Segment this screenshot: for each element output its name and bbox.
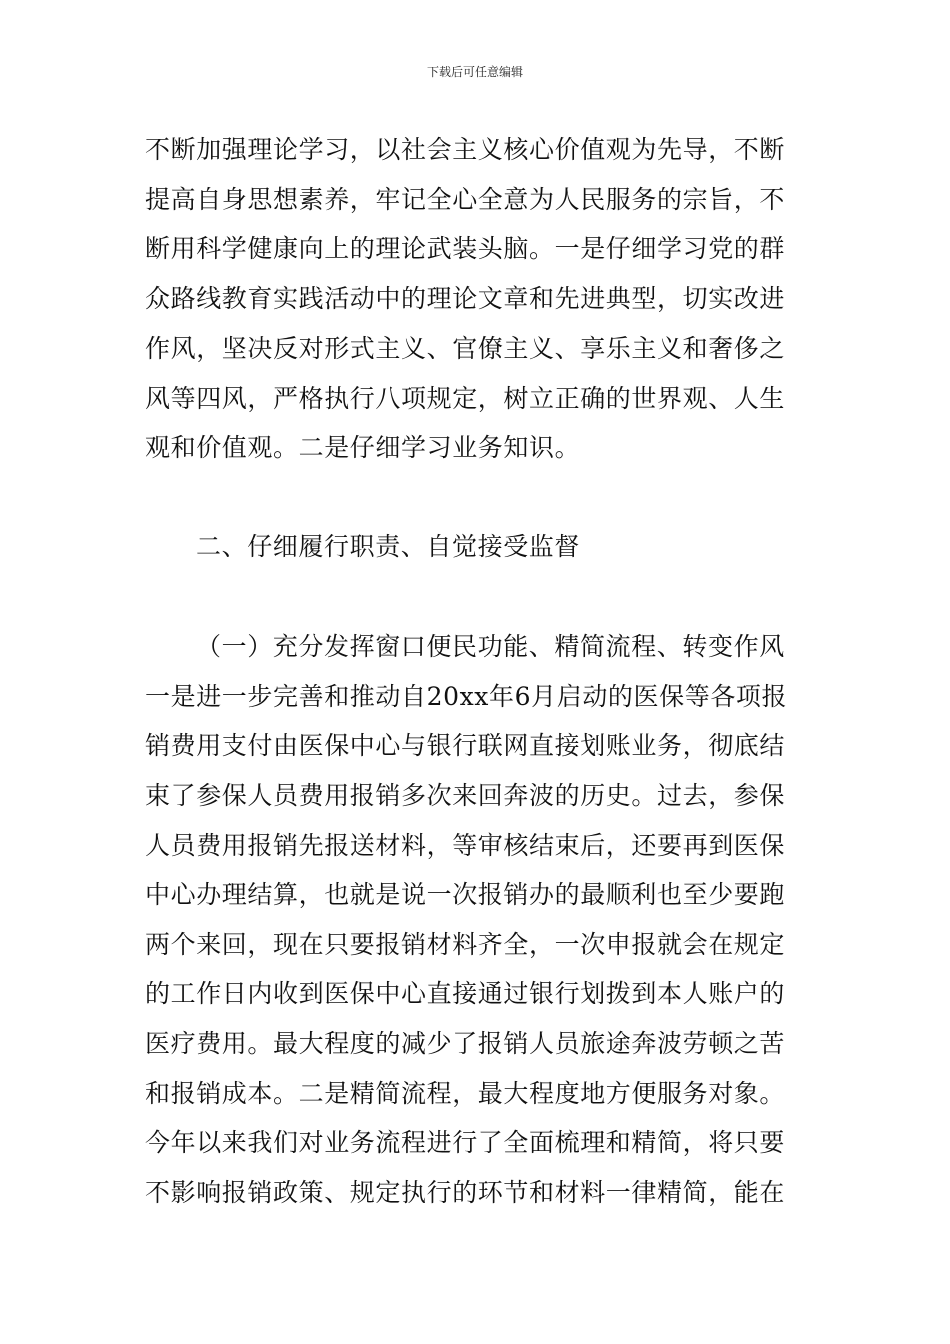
paragraph-2-line-12: 不影响报销政策、规定执行的环节和材料一律精简，能在 — [145, 1178, 786, 1207]
paragraph-2-line-5: 人员费用报销先报送材料，等审核结束后，还要再到医保 — [145, 831, 786, 860]
paragraph-1-line-1: 不断加强理论学习，以社会主义核心价值观为先导，不断 — [145, 135, 786, 164]
paragraph-1-line-4: 众路线教育实践活动中的理论文章和先进典型，切实改进 — [145, 284, 786, 313]
paragraph-2-line-8: 的工作日内收到医保中心直接通过银行划拨到本人账户的 — [145, 979, 786, 1008]
paragraph-2-line-3: 销费用支付由医保中心与银行联网直接划账业务，彻底结 — [145, 731, 786, 760]
paragraph-1-line-5: 作风，坚决反对形式主义、官僚主义、享乐主义和奢侈之 — [145, 334, 786, 363]
page-header: 下载后可任意编辑 — [426, 65, 523, 79]
paragraph-1-line-7: 观和价值观。二是仔细学习业务知识。 — [145, 433, 581, 462]
section-heading: 二、仔细履行职责、自觉接受监督 — [196, 532, 581, 561]
paragraph-2-line-11: 今年以来我们对业务流程进行了全面梳理和精简，将只要 — [145, 1128, 786, 1157]
paragraph-1-line-6: 风等四风，严格执行八项规定，树立正确的世界观、人生 — [145, 384, 786, 413]
paragraph-2-line-6: 中心办理结算，也就是说一次报销办的最顺利也至少要跑 — [145, 880, 786, 909]
paragraph-2-line-9: 医疗费用。最大程度的减少了报销人员旅途奔波劳顿之苦 — [145, 1029, 786, 1058]
paragraph-2-line-10: 和报销成本。二是精简流程，最大程度地方便服务对象。 — [145, 1079, 786, 1108]
paragraph-1-line-3: 断用科学健康向上的理论武装头脑。一是仔细学习党的群 — [145, 234, 786, 263]
paragraph-2-line-4: 束了参保人员费用报销多次来回奔波的历史。过去，参保 — [145, 781, 786, 810]
paragraph-1-line-2: 提高自身思想素养，牢记全心全意为人民服务的宗旨，不 — [145, 185, 786, 214]
paragraph-2-line-1: （一）充分发挥窗口便民功能、精简流程、转变作风 — [196, 632, 785, 661]
paragraph-2-line-2: 一是进一步完善和推动自20xx年6月启动的医保等各项报 — [145, 682, 788, 711]
paragraph-2-line-7: 两个来回，现在只要报销材料齐全，一次申报就会在规定 — [145, 930, 786, 959]
